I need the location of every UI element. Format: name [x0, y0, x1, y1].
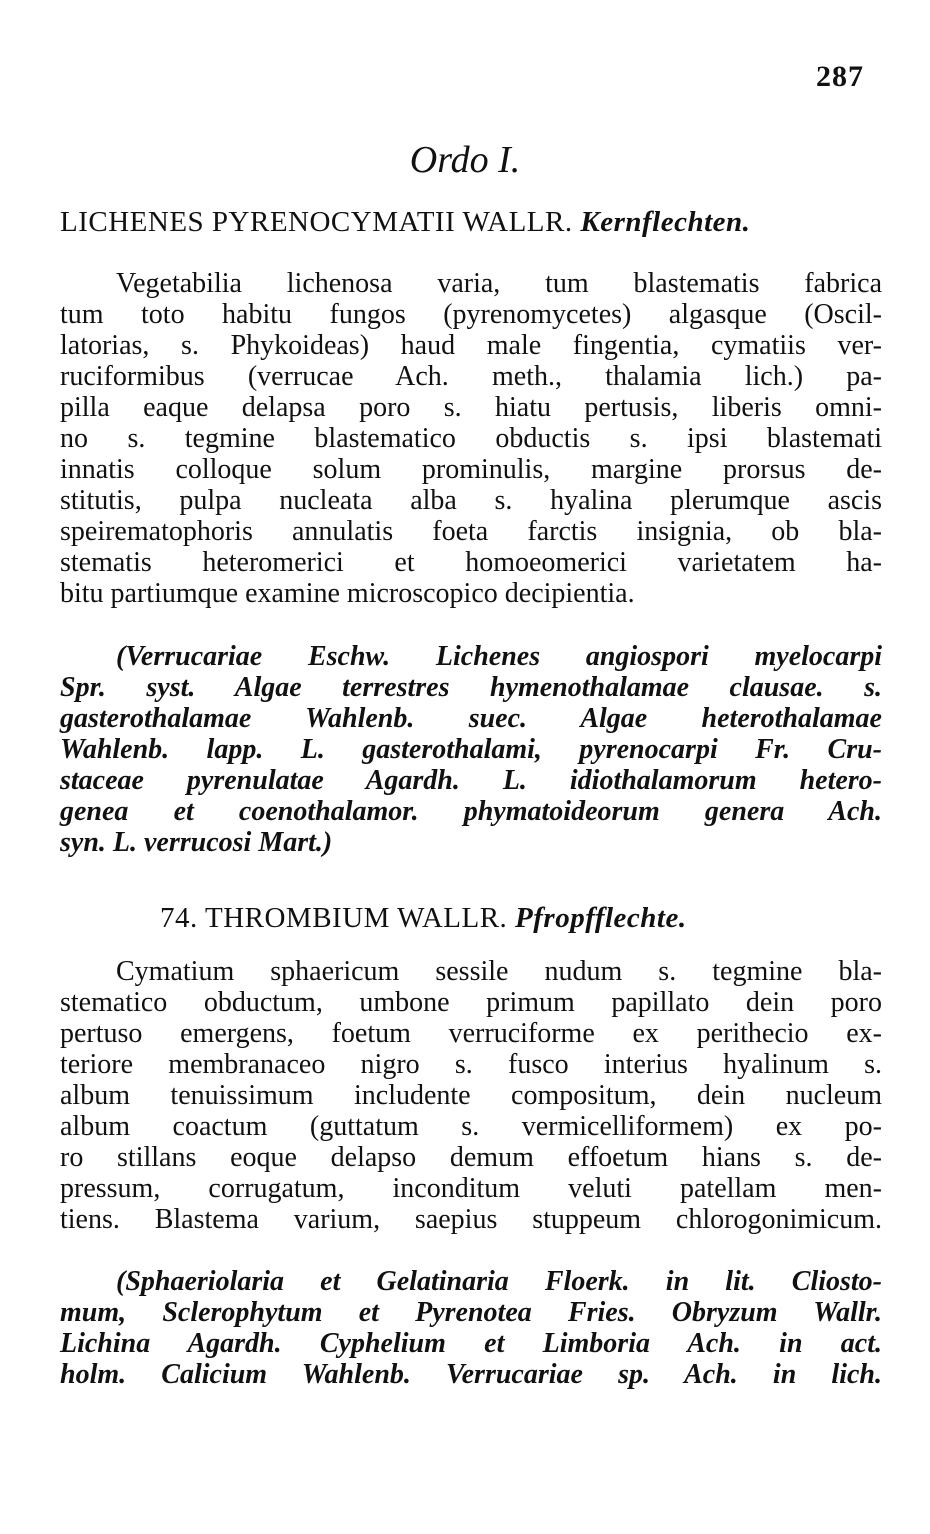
- text-line: pressum, corrugatum, inconditum veluti patellam men-: [60, 1173, 882, 1204]
- text-line: (Sphaeriolaria et Gelatinaria Floerk. in lit. Cliosto-: [116, 1266, 882, 1297]
- genus-heading-latin: 74. THROMBIUM WALLR.: [160, 902, 508, 934]
- text-line: stematico obductum, umbone primum papillato dein poro: [60, 987, 882, 1018]
- order-heading-german: Kernflechten.: [580, 206, 751, 238]
- text-line: holm. Calicium Wahlenb. Verrucariae sp. Ach. in lich.: [60, 1359, 882, 1390]
- text-line: bitu partiumque examine microscopico decipientia.: [60, 578, 635, 609]
- genus-heading: [160, 902, 687, 935]
- text-line: ruciformibus (verrucae Ach. meth., thalamia lich.) pa-: [60, 361, 882, 392]
- text-line: ro stillans eoque delapso demum effoetum hians s. de-: [60, 1142, 882, 1173]
- order-heading: [60, 206, 750, 239]
- text-line: gasterothalamae Wahlenb. suec. Algae heterothalamae: [60, 703, 882, 734]
- text-line: Vegetabilia lichenosa varia, tum blastematis fabrica: [116, 268, 882, 299]
- text-line: stitutis, pulpa nucleata alba s. hyalina plerumque ascis: [60, 485, 882, 516]
- text-line: innatis colloque solum prominulis, margine prorsus de-: [60, 454, 882, 485]
- order-description-paragraph: [60, 268, 882, 609]
- text-line: Spr. syst. Algae terrestres hymenothalamae clausae. s.: [60, 672, 882, 703]
- text-line: speirematophoris annulatis foeta farctis insignia, ob bla-: [60, 516, 882, 547]
- ordo-title: Ordo I.: [409, 139, 521, 181]
- text-line: syn. L. verrucosi Mart.): [60, 827, 333, 858]
- genus-heading-german: Pfropfflechte.: [515, 902, 687, 934]
- text-line: genea et coenothalamor. phymatoideorum genera Ach.: [60, 796, 882, 827]
- text-line: (Verrucariae Eschw. Lichenes angiospori myelocarpi: [116, 641, 882, 672]
- text-line: Wahlenb. lapp. L. gasterothalami, pyrenocarpi Fr. Cru-: [60, 734, 882, 765]
- text-line: pilla eaque delapsa poro s. hiatu pertusis, liberis omni-: [60, 392, 882, 423]
- page-number: 287: [816, 60, 864, 93]
- text-line: stematis heteromerici et homoeomerici varietatem ha-: [60, 547, 882, 578]
- text-line: tum toto habitu fungos (pyrenomycetes) algasque (Oscil-: [60, 299, 882, 330]
- genus-synonyms-paragraph: [60, 1266, 882, 1390]
- text-line: album tenuissimum includente compositum, dein nucleum: [60, 1080, 882, 1111]
- text-line: tiens. Blastema varium, saepius stuppeum chlorogonimicum.: [60, 1204, 882, 1235]
- text-line: mum, Sclerophytum et Pyrenotea Fries. Obryzum Wallr.: [60, 1297, 882, 1328]
- text-line: Cymatium sphaericum sessile nudum s. tegmine bla-: [116, 956, 882, 987]
- text-line: no s. tegmine blastematico obductis s. ipsi blastemati: [60, 423, 882, 454]
- text-line: teriore membranaceo nigro s. fusco interius hyalinum s.: [60, 1049, 882, 1080]
- text-line: latorias, s. Phykoideas) haud male fingentia, cymatiis ver-: [60, 330, 882, 361]
- genus-description-paragraph: [60, 956, 882, 1235]
- order-heading-latin: LICHENES PYRENOCYMATII WALLR.: [60, 206, 573, 238]
- text-line: pertuso emergens, foetum verruciforme ex perithecio ex-: [60, 1018, 882, 1049]
- order-synonyms-paragraph: [60, 641, 882, 858]
- text-line: Lichina Agardh. Cyphelium et Limboria Ach. in act.: [60, 1328, 882, 1359]
- text-line: staceae pyrenulatae Agardh. L. idiothalamorum hetero-: [60, 765, 882, 796]
- text-line: album coactum (guttatum s. vermicelliformem) ex po-: [60, 1111, 882, 1142]
